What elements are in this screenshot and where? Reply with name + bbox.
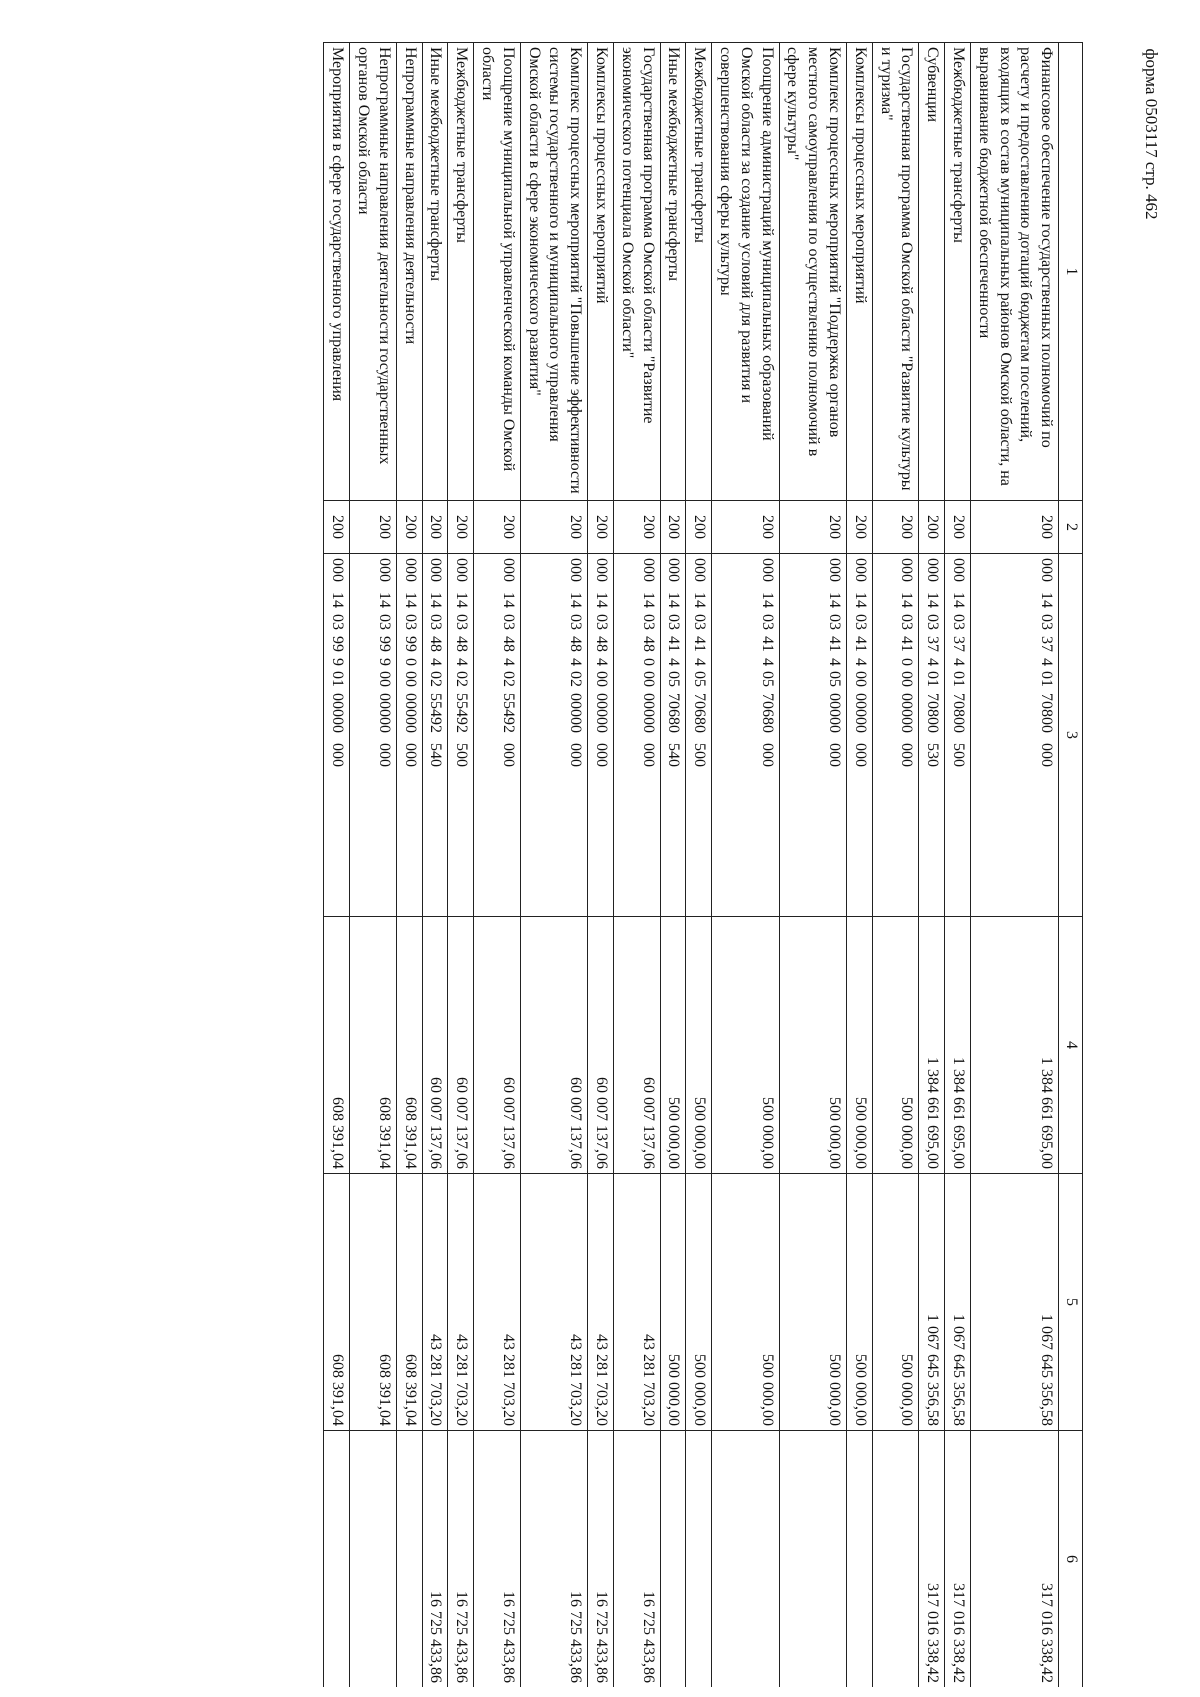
code-segment: 000 bbox=[375, 558, 393, 582]
row-name: Межбюджетные трансферты bbox=[686, 43, 712, 501]
column-number-row bbox=[1059, 43, 1083, 1688]
code-segment: 03 bbox=[639, 614, 657, 630]
code-segment: 4 bbox=[826, 658, 844, 666]
row-name: Субвенции bbox=[919, 43, 945, 501]
code-segment: 03 bbox=[691, 614, 709, 630]
code-segment: 000 bbox=[375, 743, 393, 767]
row-unexecuted-amount: 16 725 433,86 bbox=[474, 1431, 521, 1688]
code-segment: 4 bbox=[691, 658, 709, 666]
code-segment: 0 bbox=[401, 658, 419, 666]
code-segment: 14 bbox=[826, 592, 844, 608]
code-segment: 000 bbox=[851, 743, 869, 767]
row-executed-amount: 43 281 703,20 bbox=[474, 1174, 521, 1431]
code-segment: 03 bbox=[665, 614, 683, 630]
code-segment: 000 bbox=[427, 558, 445, 582]
table-row bbox=[474, 43, 521, 1688]
row-approved-amount: 1 384 661 695,00 bbox=[945, 917, 971, 1174]
code-segment: 03 bbox=[758, 614, 776, 630]
code-segment: 4 bbox=[427, 658, 445, 666]
code-segment: 000 bbox=[329, 743, 347, 767]
row-approved-amount: 500 000,00 bbox=[686, 917, 712, 1174]
code-segment: 4 bbox=[1038, 658, 1056, 666]
row-name: Комплексы процессных мероприятий bbox=[588, 43, 614, 501]
table-row bbox=[614, 43, 661, 1688]
code-segment: 00000 bbox=[826, 693, 844, 733]
code-segment: 02 bbox=[453, 671, 471, 687]
table-row bbox=[971, 43, 1059, 1688]
code-segment: 000 bbox=[639, 558, 657, 582]
code-segment: 14 bbox=[593, 592, 611, 608]
row-unexecuted-amount: 317 016 338,42 bbox=[945, 1431, 971, 1688]
code-segment: 02 bbox=[567, 671, 585, 687]
code-segment: 000 bbox=[665, 558, 683, 582]
col-header-2: 2 bbox=[1059, 501, 1083, 554]
code-segment: 41 bbox=[665, 636, 683, 652]
row-line-code: 200 bbox=[448, 501, 474, 554]
code-segment: 00000 bbox=[329, 693, 347, 733]
row-executed-amount: 43 281 703,20 bbox=[520, 1174, 587, 1431]
table-row bbox=[872, 43, 919, 1688]
row-executed-amount: 608 391,04 bbox=[324, 1174, 350, 1431]
code-segment: 01 bbox=[329, 671, 347, 687]
row-name: Непрограммные направления деятельности государственных органов Омской области bbox=[350, 43, 397, 501]
code-segment: 14 bbox=[401, 592, 419, 608]
code-segment: 70800 bbox=[950, 693, 968, 733]
code-segment: 02 bbox=[499, 671, 517, 687]
row-line-code: 200 bbox=[712, 501, 779, 554]
code-segment: 500 bbox=[950, 743, 968, 767]
row-approved-amount: 608 391,04 bbox=[350, 917, 397, 1174]
code-segment: 41 bbox=[898, 636, 916, 652]
row-line-code: 200 bbox=[614, 501, 661, 554]
code-segment: 00 bbox=[401, 671, 419, 687]
code-segment: 4 bbox=[453, 658, 471, 666]
row-unexecuted-amount: 16 725 433,86 bbox=[614, 1431, 661, 1688]
row-classification-code bbox=[945, 554, 971, 917]
code-segment: 05 bbox=[691, 671, 709, 687]
row-line-code: 200 bbox=[660, 501, 686, 554]
row-name: Государственная программа Омской области "Развитие культуры и туризма" bbox=[872, 43, 919, 501]
code-segment: 01 bbox=[1038, 671, 1056, 687]
row-name: Межбюджетные трансферты bbox=[945, 43, 971, 501]
code-segment: 00000 bbox=[851, 693, 869, 733]
code-segment: 000 bbox=[401, 743, 419, 767]
row-name: Иные межбюджетные трансферты bbox=[422, 43, 448, 501]
code-segment: 03 bbox=[499, 614, 517, 630]
code-segment: 03 bbox=[898, 614, 916, 630]
code-segment: 02 bbox=[427, 671, 445, 687]
row-executed-amount: 1 067 645 356,58 bbox=[919, 1174, 945, 1431]
code-segment: 500 bbox=[691, 743, 709, 767]
code-segment: 99 bbox=[401, 636, 419, 652]
code-segment: 14 bbox=[499, 592, 517, 608]
row-classification-code bbox=[396, 554, 422, 917]
code-segment: 70680 bbox=[758, 693, 776, 733]
table-body bbox=[324, 43, 1059, 1688]
code-segment: 48 bbox=[427, 636, 445, 652]
row-name: Финансовое обеспечение государственных полномочий по расчету и предоставлению дотаций бюджетам поселений, входящих в состав муниципальных районов Омской области, на выравнивание бюджетной обеспеченности bbox=[971, 43, 1059, 501]
code-segment: 70680 bbox=[665, 693, 683, 733]
row-classification-code bbox=[686, 554, 712, 917]
row-name: Поощрение администраций муниципальных образований Омской области за создание условий для развития и совершенствования сферы культуры bbox=[712, 43, 779, 501]
row-approved-amount: 500 000,00 bbox=[660, 917, 686, 1174]
row-line-code: 200 bbox=[474, 501, 521, 554]
code-segment: 00 bbox=[898, 671, 916, 687]
row-name: Мероприятия в сфере государственного управления bbox=[324, 43, 350, 501]
code-segment: 00000 bbox=[375, 693, 393, 733]
row-classification-code bbox=[971, 554, 1059, 917]
row-executed-amount: 1 067 645 356,58 bbox=[971, 1174, 1059, 1431]
code-segment: 4 bbox=[665, 658, 683, 666]
code-segment: 500 bbox=[453, 743, 471, 767]
code-segment: 0 bbox=[898, 658, 916, 666]
code-segment: 000 bbox=[499, 743, 517, 767]
row-line-code: 200 bbox=[324, 501, 350, 554]
code-segment: 03 bbox=[453, 614, 471, 630]
report-table bbox=[324, 42, 1084, 1687]
row-line-code: 200 bbox=[919, 501, 945, 554]
row-unexecuted-amount bbox=[350, 1431, 397, 1688]
row-classification-code bbox=[324, 554, 350, 917]
code-segment: 48 bbox=[639, 636, 657, 652]
row-classification-code bbox=[520, 554, 587, 917]
row-line-code: 200 bbox=[396, 501, 422, 554]
code-segment: 4 bbox=[758, 658, 776, 666]
table-row bbox=[588, 43, 614, 1688]
code-segment: 99 bbox=[375, 636, 393, 652]
row-executed-amount: 43 281 703,20 bbox=[588, 1174, 614, 1431]
row-classification-code bbox=[872, 554, 919, 917]
code-segment: 37 bbox=[924, 636, 942, 652]
code-segment: 41 bbox=[758, 636, 776, 652]
row-line-code: 200 bbox=[588, 501, 614, 554]
code-segment: 530 bbox=[924, 743, 942, 767]
code-segment: 000 bbox=[453, 558, 471, 582]
row-executed-amount: 608 391,04 bbox=[350, 1174, 397, 1431]
code-segment: 00000 bbox=[898, 693, 916, 733]
code-segment: 03 bbox=[1038, 614, 1056, 630]
row-approved-amount: 608 391,04 bbox=[324, 917, 350, 1174]
col-header-4: 4 bbox=[1059, 917, 1083, 1174]
code-segment: 000 bbox=[758, 558, 776, 582]
row-unexecuted-amount bbox=[396, 1431, 422, 1688]
row-unexecuted-amount bbox=[872, 1431, 919, 1688]
rotated-table-frame bbox=[119, 42, 1083, 1687]
row-executed-amount: 500 000,00 bbox=[872, 1174, 919, 1431]
code-segment: 55492 bbox=[453, 693, 471, 733]
table-row bbox=[422, 43, 448, 1688]
row-approved-amount: 500 000,00 bbox=[847, 917, 873, 1174]
table-row bbox=[945, 43, 971, 1688]
table-row bbox=[712, 43, 779, 1688]
code-segment: 000 bbox=[1038, 558, 1056, 582]
code-segment: 000 bbox=[758, 743, 776, 767]
code-segment: 70800 bbox=[1038, 693, 1056, 733]
code-segment: 03 bbox=[924, 614, 942, 630]
row-name: Иные межбюджетные трансферты bbox=[660, 43, 686, 501]
code-segment: 48 bbox=[593, 636, 611, 652]
row-name: Комплекс процессных мероприятий "Поддержка органов местного самоуправления по осуществлению полномочий в сфере культуры" bbox=[779, 43, 846, 501]
row-unexecuted-amount: 16 725 433,86 bbox=[422, 1431, 448, 1688]
code-segment: 03 bbox=[427, 614, 445, 630]
code-segment: 03 bbox=[375, 614, 393, 630]
code-segment: 14 bbox=[639, 592, 657, 608]
code-segment: 14 bbox=[898, 592, 916, 608]
row-line-code: 200 bbox=[686, 501, 712, 554]
code-segment: 00 bbox=[851, 671, 869, 687]
row-executed-amount: 43 281 703,20 bbox=[614, 1174, 661, 1431]
col-header-3: 3 bbox=[1059, 554, 1083, 917]
row-name: Непрограммные направления деятельности bbox=[396, 43, 422, 501]
code-segment: 41 bbox=[826, 636, 844, 652]
code-segment: 03 bbox=[401, 614, 419, 630]
table-row bbox=[350, 43, 397, 1688]
code-segment: 14 bbox=[453, 592, 471, 608]
row-name: Комплекс процессных мероприятий "Повышение эффективности системы государственного и муниципального управления Омской области в сфере экономического развития" bbox=[520, 43, 587, 501]
row-classification-code bbox=[588, 554, 614, 917]
row-name: Государственная программа Омской области "Развитие экономического потенциала Омской области" bbox=[614, 43, 661, 501]
code-segment: 03 bbox=[567, 614, 585, 630]
row-line-code: 200 bbox=[520, 501, 587, 554]
code-segment: 000 bbox=[950, 558, 968, 582]
row-executed-amount: 500 000,00 bbox=[686, 1174, 712, 1431]
code-segment: 000 bbox=[593, 558, 611, 582]
code-segment: 14 bbox=[691, 592, 709, 608]
code-segment: 000 bbox=[826, 558, 844, 582]
code-segment: 14 bbox=[427, 592, 445, 608]
table-row bbox=[324, 43, 350, 1688]
code-segment: 9 bbox=[375, 658, 393, 666]
row-unexecuted-amount: 16 725 433,86 bbox=[448, 1431, 474, 1688]
row-line-code: 200 bbox=[779, 501, 846, 554]
code-segment: 55492 bbox=[499, 693, 517, 733]
row-classification-code bbox=[474, 554, 521, 917]
row-classification-code bbox=[919, 554, 945, 917]
code-segment: 03 bbox=[950, 614, 968, 630]
row-executed-amount: 500 000,00 bbox=[712, 1174, 779, 1431]
table-row bbox=[520, 43, 587, 1688]
table-row bbox=[847, 43, 873, 1688]
row-approved-amount: 60 007 137,06 bbox=[474, 917, 521, 1174]
code-segment: 70680 bbox=[691, 693, 709, 733]
row-classification-code bbox=[712, 554, 779, 917]
row-approved-amount: 60 007 137,06 bbox=[448, 917, 474, 1174]
col-header-1: 1 bbox=[1059, 43, 1083, 501]
code-segment: 14 bbox=[665, 592, 683, 608]
table-row bbox=[686, 43, 712, 1688]
row-approved-amount: 500 000,00 bbox=[779, 917, 846, 1174]
page-header bbox=[1138, 14, 1164, 254]
row-executed-amount: 43 281 703,20 bbox=[448, 1174, 474, 1431]
row-unexecuted-amount: 16 725 433,86 bbox=[520, 1431, 587, 1688]
code-segment: 000 bbox=[898, 743, 916, 767]
table-row bbox=[919, 43, 945, 1688]
code-segment: 14 bbox=[758, 592, 776, 608]
code-segment: 000 bbox=[924, 558, 942, 582]
row-line-code: 200 bbox=[422, 501, 448, 554]
row-classification-code bbox=[779, 554, 846, 917]
code-segment: 48 bbox=[567, 636, 585, 652]
row-unexecuted-amount bbox=[847, 1431, 873, 1688]
code-segment: 05 bbox=[826, 671, 844, 687]
table-row bbox=[396, 43, 422, 1688]
code-segment: 000 bbox=[851, 558, 869, 582]
row-executed-amount: 43 281 703,20 bbox=[422, 1174, 448, 1431]
row-classification-code bbox=[614, 554, 661, 917]
row-approved-amount: 60 007 137,06 bbox=[520, 917, 587, 1174]
code-segment: 000 bbox=[329, 558, 347, 582]
code-segment: 000 bbox=[499, 558, 517, 582]
table-row bbox=[779, 43, 846, 1688]
row-unexecuted-amount: 317 016 338,42 bbox=[971, 1431, 1059, 1688]
row-classification-code bbox=[847, 554, 873, 917]
code-segment: 03 bbox=[329, 614, 347, 630]
code-segment: 05 bbox=[665, 671, 683, 687]
code-segment: 01 bbox=[950, 671, 968, 687]
code-segment: 000 bbox=[567, 743, 585, 767]
row-classification-code bbox=[350, 554, 397, 917]
code-segment: 9 bbox=[329, 658, 347, 666]
code-segment: 000 bbox=[401, 558, 419, 582]
code-segment: 14 bbox=[924, 592, 942, 608]
code-segment: 48 bbox=[499, 636, 517, 652]
row-classification-code bbox=[448, 554, 474, 917]
code-segment: 4 bbox=[593, 658, 611, 666]
table-row bbox=[660, 43, 686, 1688]
code-segment: 01 bbox=[924, 671, 942, 687]
code-segment: 4 bbox=[851, 658, 869, 666]
row-approved-amount: 500 000,00 bbox=[872, 917, 919, 1174]
row-unexecuted-amount bbox=[712, 1431, 779, 1688]
code-segment: 41 bbox=[851, 636, 869, 652]
code-segment: 00000 bbox=[567, 693, 585, 733]
code-segment: 540 bbox=[427, 743, 445, 767]
row-approved-amount: 60 007 137,06 bbox=[614, 917, 661, 1174]
row-name: Межбюджетные трансферты bbox=[448, 43, 474, 501]
row-name: Комплексы процессных мероприятий bbox=[847, 43, 873, 501]
row-executed-amount: 500 000,00 bbox=[660, 1174, 686, 1431]
code-segment: 37 bbox=[950, 636, 968, 652]
code-segment: 14 bbox=[950, 592, 968, 608]
code-segment: 000 bbox=[1038, 743, 1056, 767]
code-segment: 000 bbox=[639, 743, 657, 767]
code-segment: 03 bbox=[826, 614, 844, 630]
code-segment: 00000 bbox=[639, 693, 657, 733]
row-name: Поощрение муниципальной управленческой команды Омской области bbox=[474, 43, 521, 501]
code-segment: 000 bbox=[567, 558, 585, 582]
row-line-code: 200 bbox=[945, 501, 971, 554]
code-segment: 14 bbox=[375, 592, 393, 608]
row-unexecuted-amount bbox=[686, 1431, 712, 1688]
row-approved-amount: 1 384 661 695,00 bbox=[971, 917, 1059, 1174]
row-approved-amount: 608 391,04 bbox=[396, 917, 422, 1174]
col-header-6: 6 bbox=[1059, 1431, 1083, 1688]
row-classification-code bbox=[422, 554, 448, 917]
form-label: форма 0503117 стр. 462 bbox=[1142, 48, 1161, 220]
col-header-5: 5 bbox=[1059, 1174, 1083, 1431]
row-approved-amount: 500 000,00 bbox=[712, 917, 779, 1174]
code-segment: 000 bbox=[826, 743, 844, 767]
row-classification-code bbox=[660, 554, 686, 917]
code-segment: 55492 bbox=[427, 693, 445, 733]
row-executed-amount: 1 067 645 356,58 bbox=[945, 1174, 971, 1431]
code-segment: 41 bbox=[691, 636, 709, 652]
row-unexecuted-amount: 317 016 338,42 bbox=[919, 1431, 945, 1688]
code-segment: 14 bbox=[1038, 592, 1056, 608]
row-executed-amount: 500 000,00 bbox=[779, 1174, 846, 1431]
row-line-code: 200 bbox=[847, 501, 873, 554]
code-segment: 000 bbox=[691, 558, 709, 582]
code-segment: 03 bbox=[851, 614, 869, 630]
code-segment: 4 bbox=[499, 658, 517, 666]
code-segment: 14 bbox=[567, 592, 585, 608]
code-segment: 14 bbox=[329, 592, 347, 608]
code-segment: 37 bbox=[1038, 636, 1056, 652]
code-segment: 000 bbox=[898, 558, 916, 582]
row-executed-amount: 608 391,04 bbox=[396, 1174, 422, 1431]
code-segment: 00 bbox=[593, 671, 611, 687]
code-segment: 0 bbox=[639, 658, 657, 666]
row-line-code: 200 bbox=[872, 501, 919, 554]
code-segment: 99 bbox=[329, 636, 347, 652]
code-segment: 000 bbox=[593, 743, 611, 767]
code-segment: 4 bbox=[924, 658, 942, 666]
code-segment: 4 bbox=[567, 658, 585, 666]
row-unexecuted-amount: 16 725 433,86 bbox=[588, 1431, 614, 1688]
row-unexecuted-amount bbox=[660, 1431, 686, 1688]
code-segment: 03 bbox=[593, 614, 611, 630]
code-segment: 70800 bbox=[924, 693, 942, 733]
row-approved-amount: 1 384 661 695,00 bbox=[919, 917, 945, 1174]
row-executed-amount: 500 000,00 bbox=[847, 1174, 873, 1431]
code-segment: 05 bbox=[758, 671, 776, 687]
row-unexecuted-amount bbox=[779, 1431, 846, 1688]
table-row bbox=[448, 43, 474, 1688]
report-table-container bbox=[119, 42, 1083, 1687]
row-line-code: 200 bbox=[350, 501, 397, 554]
code-segment: 00 bbox=[375, 671, 393, 687]
code-segment: 540 bbox=[665, 743, 683, 767]
row-line-code: 200 bbox=[971, 501, 1059, 554]
code-segment: 48 bbox=[453, 636, 471, 652]
code-segment: 00 bbox=[639, 671, 657, 687]
code-segment: 14 bbox=[851, 592, 869, 608]
row-approved-amount: 60 007 137,06 bbox=[588, 917, 614, 1174]
code-segment: 4 bbox=[950, 658, 968, 666]
row-approved-amount: 60 007 137,06 bbox=[422, 917, 448, 1174]
row-unexecuted-amount bbox=[324, 1431, 350, 1688]
code-segment: 00000 bbox=[401, 693, 419, 733]
code-segment: 00000 bbox=[593, 693, 611, 733]
